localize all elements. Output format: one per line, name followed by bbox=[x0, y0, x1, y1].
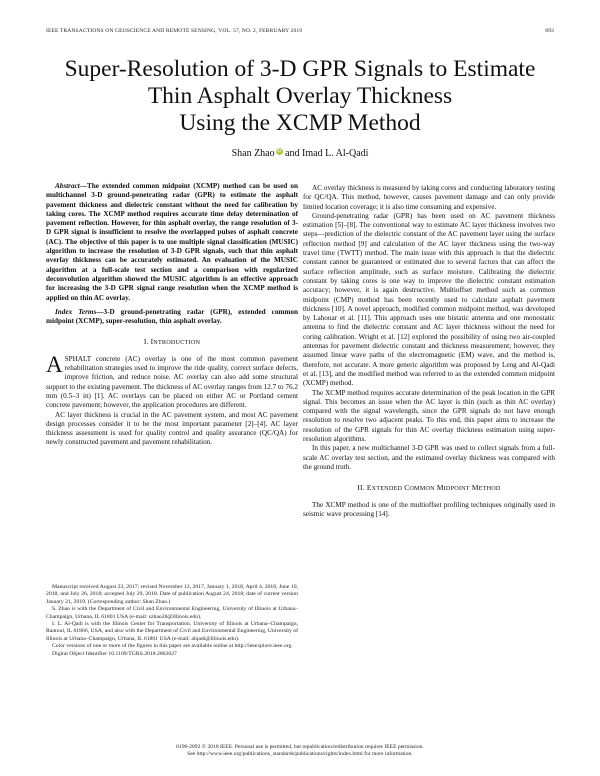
footnote-doi: Digital Object Identifier 10.1109/TGRS.2018.2862627 bbox=[52, 650, 177, 657]
author-line bbox=[0, 148, 600, 159]
index-terms-label: Index Terms bbox=[55, 307, 97, 316]
right-column bbox=[303, 184, 555, 519]
title-block bbox=[40, 56, 560, 137]
footnote-author-alqadi: I. L. Al-Qadi is with the Illinois Center for Transportation, University of Illinois at Urbana–Champaign, Rantoul, IL 61866, USA, and also with the Department of Civil and Environmental Engineering, University of Illinois at Urbana–Champaign, Urbana, IL 61801 USA (e-mail: alqadi@illinois.edu). bbox=[46, 621, 298, 642]
abstract-text: —The extended common midpoint (XCMP) method can be used on multichannel 3-D ground-penetrating radar (GPR) to estimate the asphalt pavement thickness and dielectric constant without the need for calibration by taking cores. The XCMP method requires accurate time delay determination of pavement reflection. However, for thin asphalt overlay, the range resolution of 3-D GPR signal is insufficient to resolve the overlapped pulses of asphalt concrete (AC). The objective of this paper is to use multiple signal classification (MUSIC) algorithm to increase the resolution of 3-D GPR signals, such that thin asphalt overlay thickness can be accurately estimated. An evaluation of the MUSIC algorithm at a full-scale test section and a comparison with regularized deconvolution algorithm showed the MUSIC algorithm is an effective approach for increasing the 3-D GPR signal range resolution when the XCMP method is applied on thin AC overlay. bbox=[46, 182, 298, 302]
index-terms bbox=[46, 308, 298, 327]
page-number: 893 bbox=[545, 28, 554, 34]
title-line-2: Thin Asphalt Overlay Thickness bbox=[147, 83, 453, 109]
title-line-1: Super-Resolution of 3-D GPR Signals to Estimate bbox=[64, 56, 536, 82]
journal-citation: IEEE TRANSACTIONS ON GEOSCIENCE AND REMOTE SENSING, VOL. 57, NO. 2, FEBRUARY 2019 bbox=[46, 28, 303, 34]
body-paragraph-5: The XCMP method is one of the multioffset profiling techniques originally used in seismic wave processing [14]. bbox=[303, 500, 555, 518]
footnote-author-zhao: S. Zhao is with the Department of Civil and Environmental Engineering, University of Illinois at Urbana–Champaign, Urbana, IL 61801 USA (e-mail: szhao28@illinois.edu). bbox=[46, 606, 298, 620]
title-line-3: Using the XCMP Method bbox=[179, 110, 421, 136]
section-heading-xcmp: II. EXTENDED COMMON MIDPOINT METHOD bbox=[357, 483, 501, 493]
body-paragraph-3: The XCMP method requires accurate determination of the peak location in the GPR signal. This becomes an issue when the AC layer is thin (such as thin AC overlay) compared with the signal wavelength, since the GPR signals do not have enough resolution to resolve two adjacent peaks. To this end, this paper aims to increase the resolution of the GPR signals for thin AC overlay thickness estimation using super-resolution algorithms. bbox=[303, 388, 555, 444]
body-paragraph-1: AC overlay thickness is measured by taking cores and conducting laboratory testing for QC/QA. This method, however, causes pavement damage and can only provide limited location coverage; it is also time consuming and expensive. bbox=[303, 184, 555, 211]
paper-title bbox=[40, 56, 560, 137]
copyright-line-2: See http://www.ieee.org/publications_standards/publications/rights/index.html for more information. bbox=[187, 751, 413, 758]
orcid-icon[interactable]: iD bbox=[276, 149, 282, 154]
running-header bbox=[46, 28, 554, 38]
drop-cap: A bbox=[46, 351, 63, 377]
intro-paragraph-2: AC layer thickness is crucial in the AC pavement system, and most AC pavement design processes consider it to be the most important parameter [2]–[4]. AC layer thickness assessment is used for quality control and quality assurance (QC/QA) for newly constructed pavement and pavement rehabilitation. bbox=[46, 410, 298, 447]
author-name-first: Shan Zhao bbox=[231, 148, 275, 159]
left-column bbox=[46, 182, 298, 448]
index-terms-text: —3-D ground-penetrating radar (GPR), extended common midpoint (XCMP), super-resolution, thin asphalt overlay. bbox=[46, 307, 298, 326]
footnotes bbox=[46, 584, 298, 658]
body-paragraph-4: In this paper, a new multichannel 3-D GPR was used to collect signals from a full-scale AC overlay test section, and the estimated overlay thickness was compared with the ground truth. bbox=[303, 444, 555, 471]
section-heading-introduction: I. INTRODUCTION bbox=[143, 337, 201, 347]
footnote-manuscript: Manuscript received August 23, 2017; revised November 12, 2017, January 1, 2018, April 4, 2018, June 10, 2018, and July 26, 2018; accepted July 29, 2018. Date of publication August 24, 2018; date of current version January 21, 2019. (Corresponding author: Shan Zhao.) bbox=[46, 584, 298, 605]
abstract bbox=[46, 182, 298, 303]
copyright-line-1: 0196-2892 © 2018 IEEE. Personal use is permitted, but republication/redistribution requires IEEE permission. bbox=[176, 744, 424, 750]
abstract-label: Abstract bbox=[55, 182, 80, 190]
body-paragraph-2: Ground-penetrating radar (GPR) has been used on AC pavement thickness estimation [5]–[8]. The conventional way to estimate AC layer thickness involves two steps—prediction of the dielectric constant of the AC pavement layer using the surface reflection method [9] and calculation of the AC layer thickness using the two-way travel time (TWTT) method. The main issue with this approach is that the dielectric constant cannot be guaranteed or estimated due to several factors that can affect the surface reflection amplitude, such as surface moisture. Calibrating the dielectric constant by taking cores is one way to improve the dielectric constant estimation accuracy; however, it is again destructive. Multioffset method such as common midpoint (CMP) method has been recently used to calculate asphalt pavement thickness [10]. A novel approach, modified common midpoint method, was developed by Lahouar et al. [11]. This approach uses one bistatic antenna and one monostatic antenna to find the dielectric constant and AC layer thickness without the need for coring calibration. Wright et al. [12] explored the possibility of using two air-coupled antennas for pavement dielectric constant and thickness measurement; however, they assumed linear wave paths of the electromagnetic (EM) wave, and the method is, therefore, not accurate. A more generic algorithm was proposed by Leng and Al-Qadi et al. [13], and the modified method was referred to as the extended common midpoint (XCMP) method. bbox=[303, 211, 555, 388]
footnote-color-versions: Color versions of one or more of the figures in this paper are available online at http://ieeexplore.ieee.org. bbox=[52, 643, 293, 650]
copyright-notice bbox=[46, 744, 554, 758]
author-names-rest: and Imad L. Al-Qadi bbox=[282, 148, 369, 159]
intro-paragraph-1: ASPHALT concrete (AC) overlay is one of the most common pavement rehabilitation strategies used to improve the ride quality, correct surface defects, improve friction, and reduce noise. AC overlay can also add some structural support to the existing pavement. The thickness of AC overlay ranges from 12.7 to 76.2 mm (0.5–3 in) [1]. AC overlays can be placed on either AC or Portland cement concrete pavement; however, the application procedures are different. bbox=[46, 351, 298, 410]
